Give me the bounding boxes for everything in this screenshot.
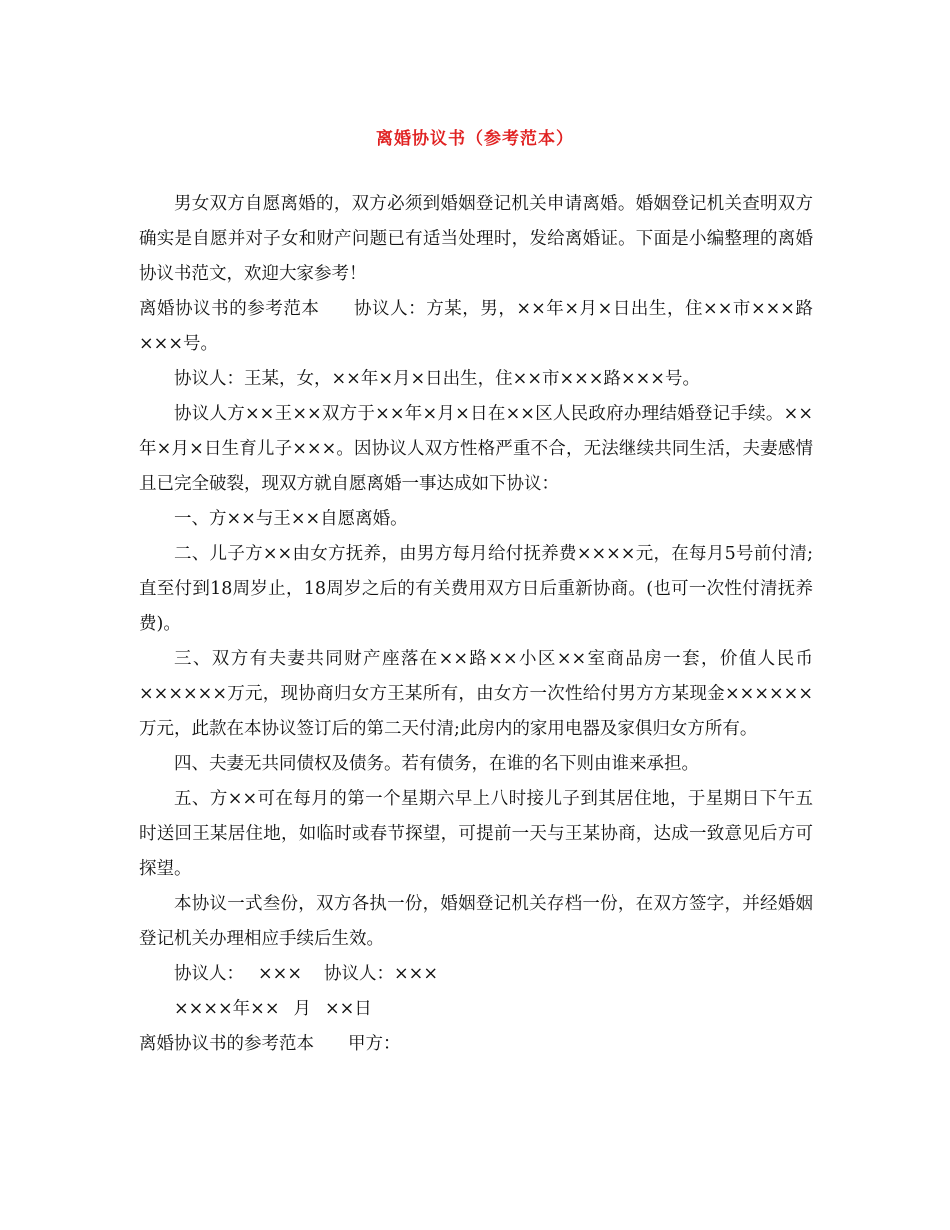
date-day: ××日 (324, 999, 372, 1019)
intro-paragraph: 男女双方自愿离婚的，双方必须到婚姻登记机关申请离婚。婚姻登记机关查明双方确实是自愿并对子女和财产问题已有适当处理时，发给离婚证。下面是小编整理的离婚协议书范文，欢迎大家参考！ (139, 194, 813, 284)
section-text: 协议人：方某，男，××年×月×日出生，住××市×××路×××号。 (139, 299, 814, 354)
clause-paragraph: 三、双方有夫妻共同财产座落在××路××小区××室商品房一套，价值人民币××××××万元，现协商归女方王某所有，由女方一次性给付男方方某现金××××××万元，此款在本协议签订后的第二天付清;此房内的家用电器及家俱归女方所有。 (139, 649, 813, 739)
paragraph: 协议人：王某，女，××年×月×日出生，住××市×××路×××号。 (174, 369, 700, 389)
signature-label: 协议人： (324, 964, 394, 984)
section-heading: 离婚协议书的参考范本 (139, 299, 320, 319)
date-month: 月 (293, 999, 311, 1019)
paragraph: 协议人方××王××双方于××年×月×日在××区人民政府办理结婚登记手续。××年×月×日生育儿子×××。因协议人双方性格严重不合，无法继续共同生活，夫妻感情且已完全破裂，现双方就自愿离婚一事达成如下协议： (139, 404, 813, 494)
section-heading-line (139, 1027, 813, 1062)
document-title: 离婚协议书（参考范本） (376, 129, 574, 149)
signature-value: ××× (394, 964, 438, 984)
date-line (139, 992, 813, 1027)
section-heading-line (139, 292, 813, 362)
paragraph: 本协议一式叁份，双方各执一份，婚姻登记机关存档一份，在双方签字，并经婚姻登记机关办理相应手续后生效。 (139, 894, 813, 949)
section-text: 甲方： (348, 1034, 401, 1054)
clause-paragraph: 一、方××与王××自愿离婚。 (174, 509, 408, 529)
section-heading: 离婚协议书的参考范本 (139, 1034, 314, 1054)
clause-paragraph: 四、夫妻无共同债权及债务。若有债务，在谁的名下则由谁来承担。 (174, 754, 699, 774)
document-body (139, 187, 813, 1062)
signature-line (139, 957, 813, 992)
signature-value: ××× (258, 964, 302, 984)
clause-paragraph: 二、儿子方××由女方抚养，由男方每月给付抚养费××××元，在每月5号前付清;直至付到18周岁止，18周岁之后的有关费用双方日后重新协商。(也可一次性付清抚养费)。 (139, 544, 813, 634)
signature-label: 协议人： (174, 964, 244, 984)
date-year: ××××年×× (174, 999, 280, 1019)
clause-paragraph: 五、方××可在每月的第一个星期六早上八时接儿子到其居住地，于星期日下午五时送回王某居住地，如临时或春节探望，可提前一天与王某协商，达成一致意见后方可探望。 (139, 789, 813, 879)
